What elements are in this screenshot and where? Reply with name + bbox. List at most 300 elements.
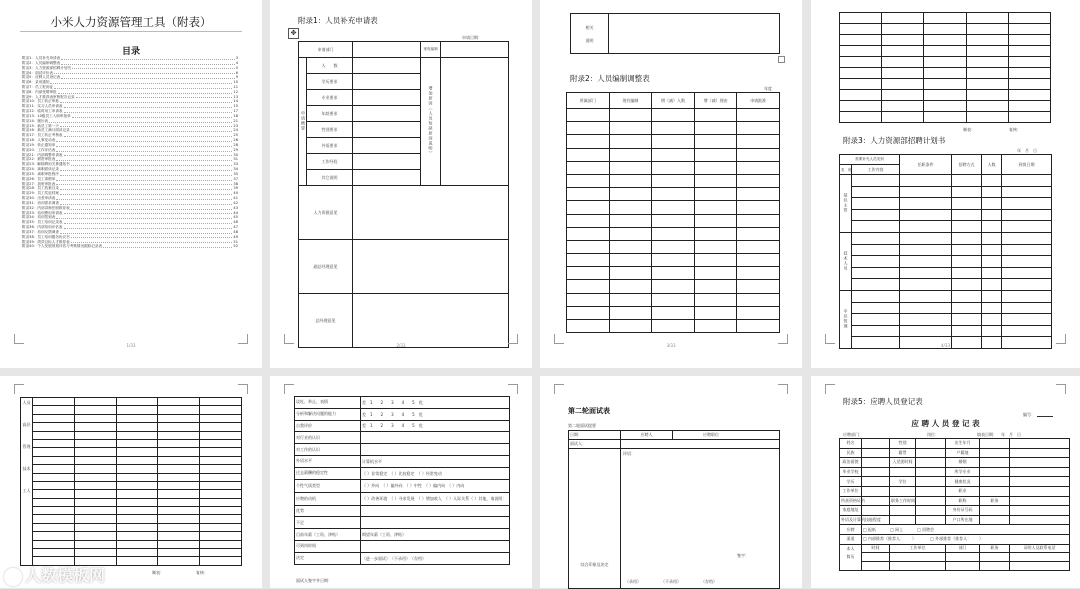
- table-cell[interactable]: [882, 57, 924, 68]
- table-cell[interactable]: [652, 161, 695, 174]
- table-cell[interactable]: [74, 473, 116, 481]
- table-cell[interactable]: [33, 523, 75, 531]
- table-cell[interactable]: [852, 186, 900, 198]
- table-cell[interactable]: [200, 481, 242, 489]
- table-cell[interactable]: [882, 79, 924, 90]
- table-cell[interactable]: [158, 498, 200, 506]
- channel-option[interactable]: □ 招聘会: [917, 526, 935, 532]
- table-cell[interactable]: [33, 448, 75, 456]
- table-cell[interactable]: [852, 279, 900, 291]
- field-value[interactable]: [862, 467, 890, 477]
- table-cell[interactable]: [33, 532, 75, 540]
- table-cell[interactable]: [33, 431, 75, 439]
- table-cell[interactable]: [116, 498, 158, 506]
- table-cell[interactable]: [1002, 302, 1052, 314]
- table-cell[interactable]: [33, 490, 75, 498]
- field-value[interactable]: [980, 439, 1010, 449]
- table-cell[interactable]: [1008, 24, 1050, 35]
- table-cell[interactable]: [33, 414, 75, 422]
- table-cell[interactable]: [737, 214, 780, 227]
- table-cell[interactable]: [74, 406, 116, 414]
- table-cell[interactable]: [652, 240, 695, 253]
- eval-value[interactable]: （ ）改善环境 （ ）寻求发展 （ ）增加收入 （ ）人际关系（ ）其他，请说明：: [361, 492, 510, 505]
- toc-item[interactable]: [22, 244, 238, 249]
- table-cell[interactable]: [966, 101, 1008, 112]
- table-cell[interactable]: [158, 456, 200, 464]
- eval-value[interactable]: 差 1 2 3 4 5 优: [361, 397, 510, 409]
- table-cell[interactable]: [200, 406, 242, 414]
- table-cell[interactable]: [158, 414, 200, 422]
- table-cell[interactable]: [737, 109, 780, 122]
- table-cell[interactable]: [694, 293, 737, 306]
- table-cell[interactable]: [694, 306, 737, 319]
- field-value[interactable]: [1010, 467, 1070, 477]
- table-cell[interactable]: [1002, 314, 1052, 326]
- table-cell[interactable]: [966, 46, 1008, 57]
- table-cell[interactable]: [609, 254, 652, 267]
- table-cell[interactable]: [652, 267, 695, 280]
- table-cell[interactable]: [567, 280, 610, 293]
- table-cell[interactable]: [609, 122, 652, 135]
- table-cell[interactable]: [652, 306, 695, 319]
- table-cell[interactable]: [852, 175, 900, 187]
- table-cell[interactable]: [694, 201, 737, 214]
- table-cell[interactable]: [1002, 244, 1052, 256]
- table-cell[interactable]: [737, 148, 780, 161]
- field-value[interactable]: [862, 439, 890, 449]
- field-value[interactable]: [1010, 458, 1070, 468]
- table-cell[interactable]: [694, 280, 737, 293]
- table-cell[interactable]: [200, 423, 242, 431]
- table-cell[interactable]: [1008, 46, 1050, 57]
- table-cell[interactable]: [737, 227, 780, 240]
- table-cell[interactable]: [609, 109, 652, 122]
- table-cell[interactable]: [116, 398, 158, 406]
- table-cell[interactable]: [952, 302, 982, 314]
- table-cell[interactable]: [652, 188, 695, 201]
- table-cell[interactable]: [158, 557, 200, 565]
- field-value[interactable]: 职务: [980, 496, 1010, 506]
- table-cell[interactable]: [852, 198, 900, 210]
- table-cell[interactable]: [737, 293, 780, 306]
- table-cell[interactable]: [609, 161, 652, 174]
- field-value[interactable]: [1010, 486, 1070, 496]
- table-cell[interactable]: [567, 214, 610, 227]
- table-cell[interactable]: [1002, 186, 1052, 198]
- eval-value[interactable]: （ ）外向 （ ）偏外向 （ ）中性 （ ）偏内向 （ ）内向: [361, 479, 510, 492]
- table-cell[interactable]: [1010, 561, 1070, 570]
- table-cell[interactable]: [1002, 221, 1052, 233]
- eval-value[interactable]: [361, 432, 510, 444]
- resize-handle-icon[interactable]: [778, 56, 785, 63]
- table-cell[interactable]: [840, 57, 882, 68]
- table-cell[interactable]: [924, 112, 966, 123]
- table-cell[interactable]: [1002, 232, 1052, 244]
- table-cell[interactable]: [982, 267, 1002, 279]
- table-cell[interactable]: [116, 431, 158, 439]
- field-value[interactable]: [862, 506, 890, 516]
- table-cell[interactable]: [116, 465, 158, 473]
- table-cell[interactable]: [1002, 256, 1052, 268]
- table-cell[interactable]: [862, 552, 890, 561]
- table-cell[interactable]: [158, 490, 200, 498]
- table-cell[interactable]: [609, 240, 652, 253]
- eval-value[interactable]: [361, 540, 510, 552]
- field-value[interactable]: [916, 506, 946, 516]
- table-cell[interactable]: [158, 532, 200, 540]
- table-cell[interactable]: [1002, 198, 1052, 210]
- table-cell[interactable]: [900, 232, 952, 244]
- field-value[interactable]: [980, 506, 1010, 516]
- table-cell[interactable]: [74, 549, 116, 557]
- field-value[interactable]: [980, 486, 1010, 496]
- table-cell[interactable]: [694, 254, 737, 267]
- channel-option[interactable]: □ 内部推荐（推荐人： ）: [863, 536, 917, 542]
- field-value[interactable]: [980, 467, 1010, 477]
- table-cell[interactable]: [890, 561, 946, 570]
- eval-value[interactable]: （ ）非常稳定 （ ）比较稳定 （ ）经常变动: [361, 467, 510, 479]
- table-cell[interactable]: [952, 221, 982, 233]
- table-cell[interactable]: [33, 549, 75, 557]
- table-cell[interactable]: [840, 46, 882, 57]
- table-cell[interactable]: [200, 557, 242, 565]
- table-cell[interactable]: [116, 423, 158, 431]
- table-cell[interactable]: [567, 240, 610, 253]
- table-cell[interactable]: [737, 161, 780, 174]
- table-cell[interactable]: [116, 523, 158, 531]
- table-cell[interactable]: [694, 214, 737, 227]
- table-cell[interactable]: [158, 439, 200, 447]
- table-cell[interactable]: [567, 148, 610, 161]
- table-cell[interactable]: [882, 46, 924, 57]
- table-cell[interactable]: [33, 439, 75, 447]
- table-cell[interactable]: [1008, 112, 1050, 123]
- table-cell[interactable]: [1002, 290, 1052, 302]
- eval-value[interactable]: （进一步面试） （不录用） （存档）: [361, 552, 510, 564]
- table-cell[interactable]: [840, 79, 882, 90]
- table-cell[interactable]: [33, 406, 75, 414]
- table-cell[interactable]: [737, 306, 780, 319]
- table-cell[interactable]: [116, 473, 158, 481]
- table-cell[interactable]: [74, 456, 116, 464]
- table-cell[interactable]: [652, 293, 695, 306]
- table-cell[interactable]: [980, 561, 1010, 570]
- table-cell[interactable]: [900, 279, 952, 291]
- table-cell[interactable]: [840, 68, 882, 79]
- table-cell[interactable]: [952, 314, 982, 326]
- table-cell[interactable]: [33, 456, 75, 464]
- table-cell[interactable]: [924, 90, 966, 101]
- table-cell[interactable]: [982, 302, 1002, 314]
- table-cell[interactable]: [952, 290, 982, 302]
- table-cell[interactable]: [1008, 57, 1050, 68]
- table-cell[interactable]: [652, 122, 695, 135]
- table-cell[interactable]: [966, 13, 1008, 24]
- table-cell[interactable]: [1002, 175, 1052, 187]
- table-cell[interactable]: [924, 57, 966, 68]
- table-cell[interactable]: [982, 256, 1002, 268]
- table-cell[interactable]: [737, 174, 780, 187]
- table-cell[interactable]: [982, 290, 1002, 302]
- table-cell[interactable]: [882, 24, 924, 35]
- table-cell[interactable]: [900, 186, 952, 198]
- table-cell[interactable]: [567, 109, 610, 122]
- table-cell[interactable]: [900, 314, 952, 326]
- table-cell[interactable]: [200, 398, 242, 406]
- table-cell[interactable]: [74, 481, 116, 489]
- field-value[interactable]: [1010, 448, 1070, 458]
- table-cell[interactable]: [652, 214, 695, 227]
- table-cell[interactable]: [840, 13, 882, 24]
- table-cell[interactable]: [74, 490, 116, 498]
- table-cell[interactable]: [33, 398, 75, 406]
- table-cell[interactable]: [652, 254, 695, 267]
- table-cell[interactable]: [900, 175, 952, 187]
- table-cell[interactable]: [900, 325, 952, 337]
- table-cell[interactable]: [652, 320, 695, 333]
- table-cell[interactable]: [567, 188, 610, 201]
- table-cell[interactable]: [966, 79, 1008, 90]
- table-cell[interactable]: [200, 498, 242, 506]
- channel-option[interactable]: □ 外部推荐（推荐人： ）: [930, 536, 984, 542]
- table-cell[interactable]: [890, 552, 946, 561]
- field-value[interactable]: [916, 458, 946, 468]
- table-cell[interactable]: [200, 523, 242, 531]
- table-cell[interactable]: [952, 175, 982, 187]
- field-value[interactable]: [1010, 496, 1070, 506]
- table-cell[interactable]: [33, 481, 75, 489]
- table-cell[interactable]: [737, 122, 780, 135]
- table-cell[interactable]: [1002, 279, 1052, 291]
- table-cell[interactable]: [852, 209, 900, 221]
- table-cell[interactable]: [737, 267, 780, 280]
- table-cell[interactable]: [609, 135, 652, 148]
- table-cell[interactable]: [982, 186, 1002, 198]
- table-cell[interactable]: [158, 515, 200, 523]
- table-cell[interactable]: [924, 13, 966, 24]
- table-cell[interactable]: [567, 227, 610, 240]
- field-value[interactable]: [980, 448, 1010, 458]
- table-cell[interactable]: [694, 174, 737, 187]
- table-cell[interactable]: [924, 24, 966, 35]
- table-cell[interactable]: [737, 135, 780, 148]
- table-cell[interactable]: [33, 498, 75, 506]
- table-cell[interactable]: [852, 244, 900, 256]
- table-cell[interactable]: [116, 481, 158, 489]
- table-cell[interactable]: [694, 122, 737, 135]
- table-cell[interactable]: [882, 101, 924, 112]
- eval-value[interactable]: 差 1 2 3 4 5 优: [361, 420, 510, 432]
- table-cell[interactable]: [1008, 101, 1050, 112]
- table-cell[interactable]: [982, 314, 1002, 326]
- table-cell[interactable]: [74, 431, 116, 439]
- table-cell[interactable]: [840, 24, 882, 35]
- table-cell[interactable]: [74, 515, 116, 523]
- table-cell[interactable]: [694, 148, 737, 161]
- eval-value[interactable]: [361, 505, 510, 517]
- table-cell[interactable]: [567, 254, 610, 267]
- table-cell[interactable]: [200, 456, 242, 464]
- table-cell[interactable]: [158, 507, 200, 515]
- table-cell[interactable]: [952, 232, 982, 244]
- table-cell[interactable]: [116, 490, 158, 498]
- table-cell[interactable]: [966, 90, 1008, 101]
- table-cell[interactable]: [33, 473, 75, 481]
- table-cell[interactable]: [158, 465, 200, 473]
- field-value[interactable]: [862, 458, 890, 468]
- table-cell[interactable]: [852, 325, 900, 337]
- field-value[interactable]: [916, 467, 946, 477]
- table-cell[interactable]: [982, 279, 1002, 291]
- table-cell[interactable]: [567, 122, 610, 135]
- table-cell[interactable]: [737, 320, 780, 333]
- table-cell[interactable]: [1002, 267, 1052, 279]
- table-cell[interactable]: [882, 13, 924, 24]
- table-cell[interactable]: [116, 557, 158, 565]
- table-cell[interactable]: [116, 456, 158, 464]
- table-cell[interactable]: [33, 507, 75, 515]
- table-cell[interactable]: [567, 320, 610, 333]
- table-cell[interactable]: [900, 290, 952, 302]
- table-cell[interactable]: [852, 232, 900, 244]
- table-cell[interactable]: [852, 302, 900, 314]
- table-cell[interactable]: [200, 439, 242, 447]
- table-cell[interactable]: [694, 188, 737, 201]
- table-cell[interactable]: [74, 423, 116, 431]
- table-cell[interactable]: [840, 112, 882, 123]
- table-cell[interactable]: [609, 188, 652, 201]
- table-cell[interactable]: [966, 57, 1008, 68]
- table-cell[interactable]: [1008, 90, 1050, 101]
- table-cell[interactable]: [74, 507, 116, 515]
- eval-value[interactable]: 差 1 2 3 4 5 优: [361, 408, 510, 420]
- table-cell[interactable]: [924, 79, 966, 90]
- table-cell[interactable]: [694, 320, 737, 333]
- table-cell[interactable]: [74, 498, 116, 506]
- field-value[interactable]: [1010, 506, 1070, 516]
- table-cell[interactable]: [116, 540, 158, 548]
- table-cell[interactable]: [946, 561, 980, 570]
- table-cell[interactable]: [882, 90, 924, 101]
- table-cell[interactable]: [982, 244, 1002, 256]
- table-cell[interactable]: [966, 112, 1008, 123]
- table-cell[interactable]: [900, 221, 952, 233]
- table-cell[interactable]: [200, 431, 242, 439]
- table-cell[interactable]: [694, 109, 737, 122]
- table-cell[interactable]: [116, 549, 158, 557]
- table-cell[interactable]: [882, 112, 924, 123]
- table-cell[interactable]: [200, 507, 242, 515]
- table-cell[interactable]: [840, 101, 882, 112]
- table-cell[interactable]: [966, 24, 1008, 35]
- table-cell[interactable]: [158, 523, 200, 531]
- table-cell[interactable]: [1008, 13, 1050, 24]
- table-cell[interactable]: [966, 35, 1008, 46]
- table-cell[interactable]: [852, 314, 900, 326]
- table-cell[interactable]: [982, 198, 1002, 210]
- table-cell[interactable]: [200, 515, 242, 523]
- table-cell[interactable]: [652, 201, 695, 214]
- table-cell[interactable]: [852, 267, 900, 279]
- field-value[interactable]: [862, 477, 890, 487]
- table-cell[interactable]: [609, 306, 652, 319]
- table-cell[interactable]: [74, 465, 116, 473]
- table-cell[interactable]: [952, 256, 982, 268]
- field-value[interactable]: [862, 448, 890, 458]
- table-cell[interactable]: [158, 406, 200, 414]
- table-cell[interactable]: [116, 507, 158, 515]
- table-cell[interactable]: [694, 135, 737, 148]
- table-cell[interactable]: [33, 515, 75, 523]
- field-value[interactable]: [916, 496, 946, 506]
- table-cell[interactable]: [567, 174, 610, 187]
- table-cell[interactable]: [882, 68, 924, 79]
- table-cell[interactable]: [1002, 209, 1052, 221]
- table-cell[interactable]: [982, 232, 1002, 244]
- table-cell[interactable]: [737, 280, 780, 293]
- table-cell[interactable]: [652, 148, 695, 161]
- table-cell[interactable]: [609, 280, 652, 293]
- table-cell[interactable]: [900, 209, 952, 221]
- table-cell[interactable]: [900, 244, 952, 256]
- table-cell[interactable]: [567, 267, 610, 280]
- table-cell[interactable]: [852, 221, 900, 233]
- table-cell[interactable]: [737, 201, 780, 214]
- table-cell[interactable]: [158, 473, 200, 481]
- field-value[interactable]: [916, 448, 946, 458]
- table-cell[interactable]: [200, 549, 242, 557]
- table-cell[interactable]: [924, 35, 966, 46]
- table-cell[interactable]: [567, 135, 610, 148]
- field-value[interactable]: [916, 515, 946, 525]
- table-cell[interactable]: [609, 320, 652, 333]
- table-cell[interactable]: [1008, 79, 1050, 90]
- table-cell[interactable]: [33, 423, 75, 431]
- table-cell[interactable]: [852, 256, 900, 268]
- table-cell[interactable]: [158, 549, 200, 557]
- table-cell[interactable]: [924, 101, 966, 112]
- table-cell[interactable]: [567, 201, 610, 214]
- table-cell[interactable]: [567, 293, 610, 306]
- table-cell[interactable]: [609, 174, 652, 187]
- table-cell[interactable]: [609, 148, 652, 161]
- table-cell[interactable]: [982, 175, 1002, 187]
- table-cell[interactable]: [966, 68, 1008, 79]
- table-cell[interactable]: [852, 290, 900, 302]
- table-cell[interactable]: [652, 174, 695, 187]
- table-cell[interactable]: [982, 325, 1002, 337]
- table-cell[interactable]: [33, 465, 75, 473]
- table-cell[interactable]: [158, 448, 200, 456]
- table-cell[interactable]: [982, 209, 1002, 221]
- table-cell[interactable]: [694, 267, 737, 280]
- field-value[interactable]: [916, 477, 946, 487]
- table-cell[interactable]: [116, 448, 158, 456]
- table-cell[interactable]: [158, 431, 200, 439]
- table-cell[interactable]: [1008, 35, 1050, 46]
- table-cell[interactable]: [609, 201, 652, 214]
- field-value[interactable]: [1010, 515, 1070, 525]
- table-cell[interactable]: [737, 254, 780, 267]
- table-cell[interactable]: [200, 540, 242, 548]
- table-cell[interactable]: [200, 532, 242, 540]
- field-value[interactable]: [862, 486, 890, 496]
- table-cell[interactable]: [116, 532, 158, 540]
- table-cell[interactable]: [924, 46, 966, 57]
- table-cell[interactable]: [982, 221, 1002, 233]
- table-cell[interactable]: [652, 109, 695, 122]
- table-cell[interactable]: [952, 244, 982, 256]
